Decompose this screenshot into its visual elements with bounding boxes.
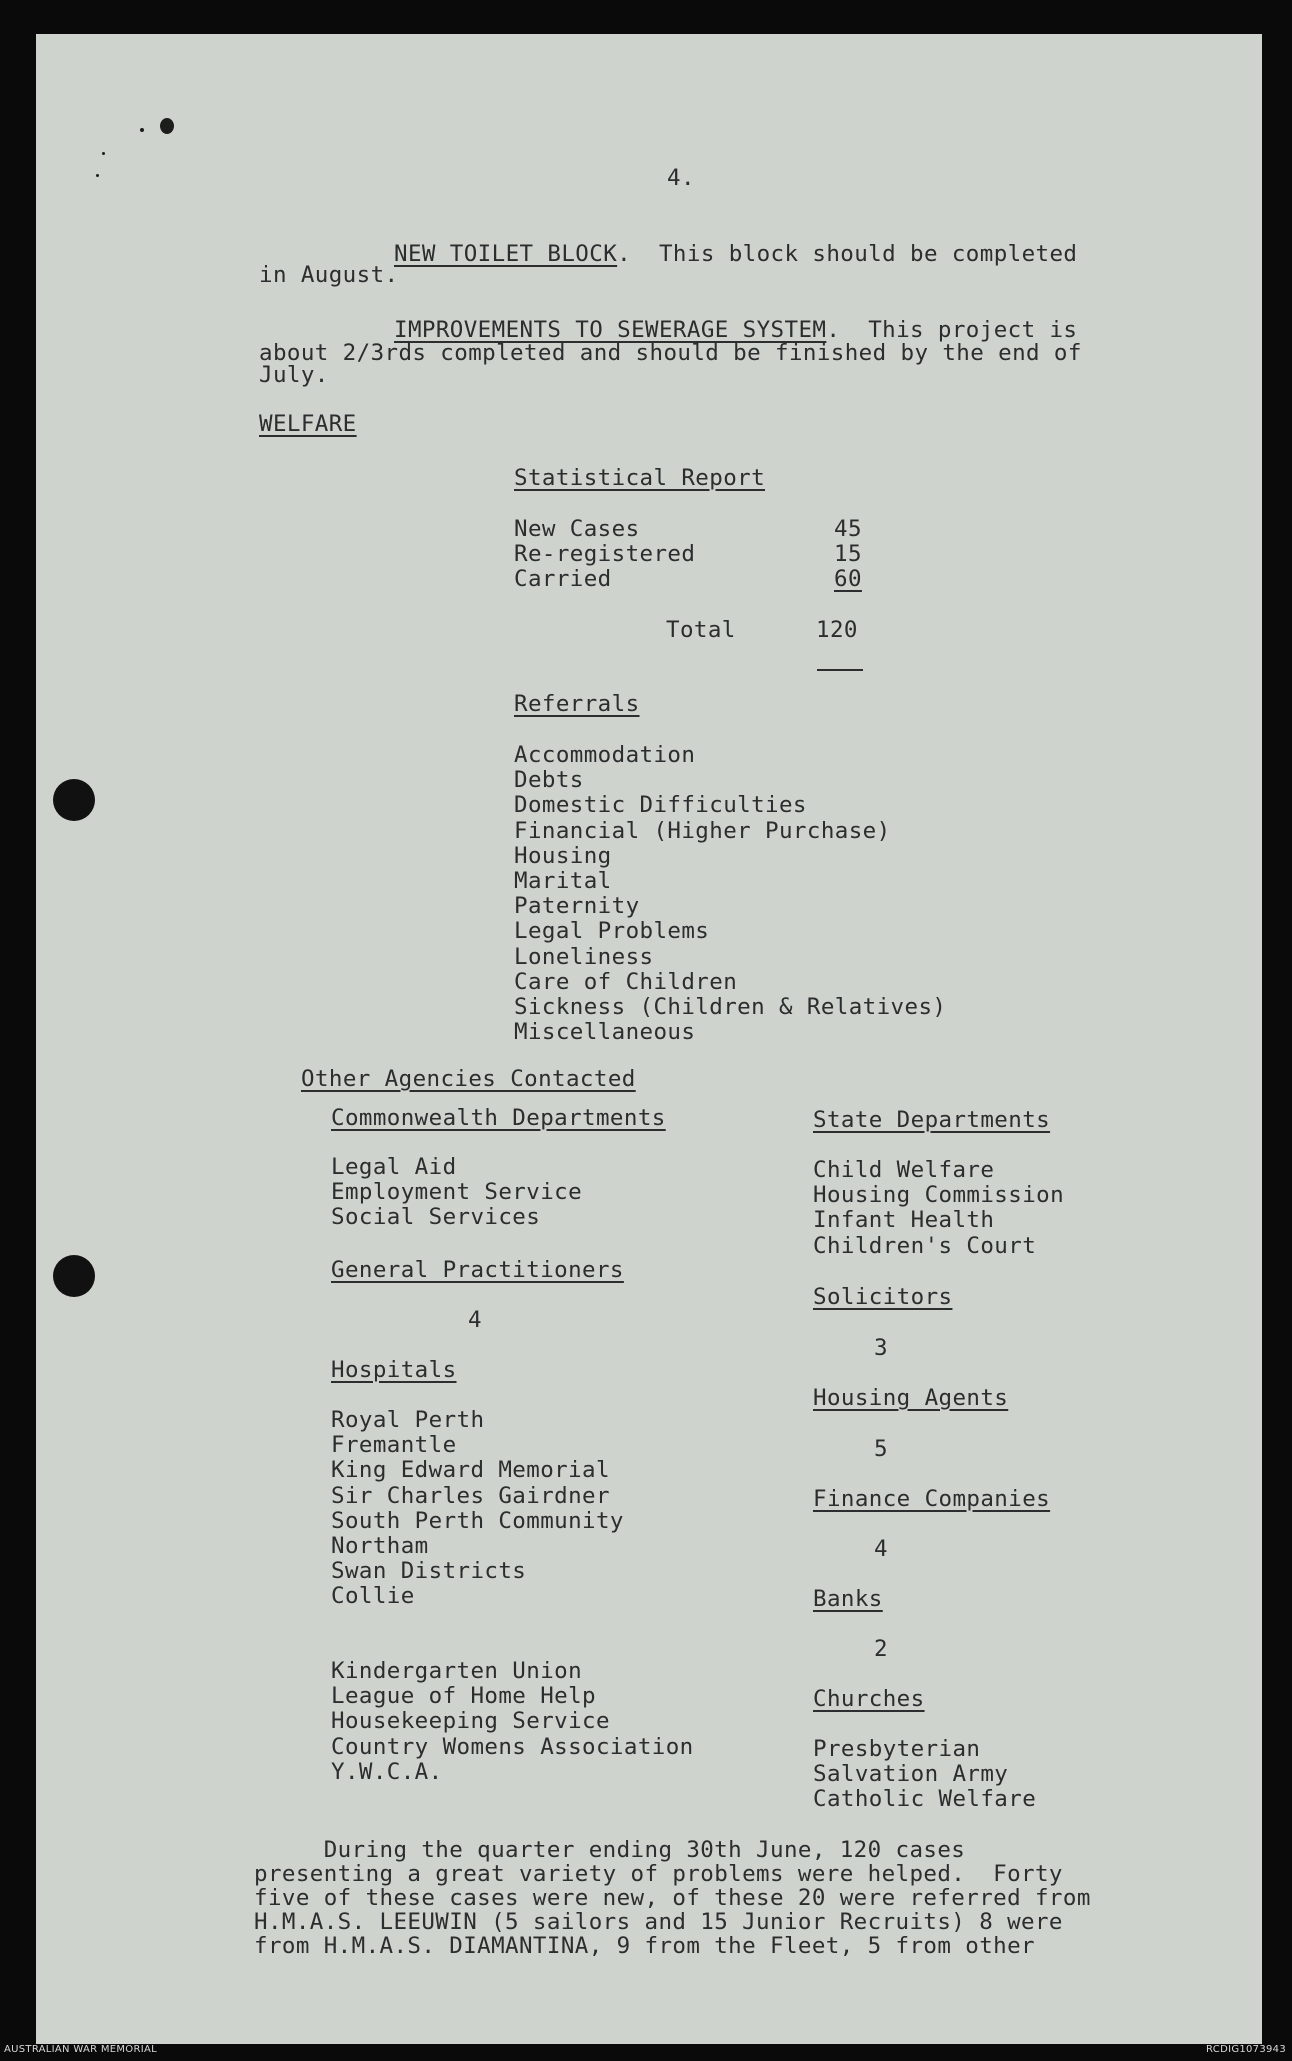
churches-list [813, 1737, 1036, 1813]
list-item: Debts [514, 767, 584, 794]
list-item: Marital [514, 868, 612, 895]
page-number: 4. [667, 165, 695, 191]
list-item: Presbyterian [813, 1736, 981, 1762]
list-item: Loneliness [514, 943, 654, 970]
welfare-heading: WELFARE [259, 411, 357, 437]
list-item: King Edward Memorial [331, 1457, 610, 1484]
stat-label-reregistered: Re-registered [514, 541, 696, 567]
stat-total-label: Total [666, 617, 736, 643]
list-item: Employment Service [331, 1179, 583, 1206]
finance-companies-heading: Finance Companies [813, 1486, 1051, 1512]
ink-speck [96, 174, 99, 177]
stat-label-carried: Carried [514, 566, 612, 592]
footer-archive-name: AUSTRALIAN WAR MEMORIAL [4, 2044, 157, 2055]
hospitals-heading: Hospitals [331, 1357, 457, 1383]
stat-label-new: New Cases [514, 516, 640, 542]
list-item: Fremantle [331, 1432, 457, 1459]
list-item: Accommodation [514, 742, 696, 768]
list-item: Royal Perth [331, 1407, 485, 1433]
punch-hole-lower [53, 1255, 95, 1297]
state-list [813, 1158, 1064, 1259]
stat-value-reregistered: 15 [834, 541, 862, 567]
list-item: Domestic Difficulties [514, 792, 807, 819]
list-item: Northam [331, 1533, 429, 1560]
list-item: Legal Aid [331, 1154, 457, 1180]
list-item: Miscellaneous [514, 1019, 696, 1046]
stat-value-carried: 60 [834, 566, 862, 592]
solicitors-count: 3 [874, 1335, 888, 1361]
agencies-heading: Other Agencies Contacted [301, 1066, 636, 1092]
gp-heading: General Practitioners [331, 1257, 624, 1283]
churches-heading: Churches [813, 1686, 925, 1712]
list-item: Care of Children [514, 968, 738, 995]
banks-heading: Banks [813, 1586, 883, 1612]
punch-hole-upper [53, 779, 95, 821]
referrals-list [514, 743, 946, 1045]
list-item: Y.W.C.A. [331, 1758, 443, 1785]
footer-record-id: RCDIG1073943 [1206, 2044, 1286, 2055]
list-item: Children's Court [813, 1232, 1037, 1259]
list-item: Child Welfare [813, 1157, 995, 1183]
list-item: Sir Charles Gairdner [331, 1482, 610, 1509]
ink-spot [160, 118, 174, 134]
list-item: Housing Commission [813, 1182, 1065, 1209]
list-item: Kindergarten Union [331, 1658, 583, 1684]
list-item: South Perth Community [331, 1507, 624, 1534]
other-agencies-list [331, 1659, 694, 1785]
hospitals-list [331, 1408, 624, 1610]
solicitors-heading: Solicitors [813, 1284, 953, 1310]
list-item: League of Home Help [331, 1683, 596, 1710]
list-item: Swan Districts [331, 1558, 527, 1585]
total-double-rule [817, 669, 863, 671]
list-item: Legal Problems [514, 918, 710, 945]
state-heading: State Departments [813, 1107, 1051, 1133]
toilet-line-1: NEW TOILET BLOCK. This block should be completed [394, 241, 1078, 267]
sewerage-heading: IMPROVEMENTS TO SEWERAGE SYSTEM [394, 317, 827, 343]
stat-value-new: 45 [834, 516, 862, 542]
list-item: Infant Health [813, 1207, 995, 1234]
finance-companies-count: 4 [874, 1536, 888, 1562]
ink-speck [140, 128, 144, 132]
list-item: Housekeeping Service [331, 1708, 610, 1735]
closing-line-5: from H.M.A.S. DIAMANTINA, 9 from the Fleet, 5 from other [254, 1933, 1035, 1959]
gp-count: 4 [468, 1307, 482, 1333]
list-item: Social Services [331, 1204, 541, 1231]
closing-line-1: During the quarter ending 30th June, 120 cases [254, 1837, 966, 1863]
closing-line-3: five of these cases were new, of these 20 were referred from [254, 1885, 1091, 1911]
sewerage-line-3: July. [259, 362, 329, 388]
banks-count: 2 [874, 1636, 888, 1662]
list-item: Salvation Army [813, 1761, 1009, 1788]
ink-speck [102, 152, 105, 155]
stat-total-value: 120 [816, 617, 858, 643]
housing-agents-heading: Housing Agents [813, 1385, 1009, 1411]
commonwealth-list [331, 1155, 582, 1231]
toilet-heading: NEW TOILET BLOCK [394, 241, 618, 267]
list-item: Sickness (Children & Relatives) [514, 994, 947, 1021]
closing-line-2: presenting a great variety of problems were helped. Forty [254, 1861, 1063, 1887]
list-item: Housing [514, 842, 612, 869]
list-item: Catholic Welfare [813, 1786, 1037, 1813]
housing-agents-count: 5 [874, 1436, 888, 1462]
sewerage-line-2: about 2/3rds completed and should be finished by the end of [259, 340, 1082, 366]
toilet-line-2: in August. [259, 262, 399, 288]
list-item: Collie [331, 1583, 415, 1610]
sewerage-line-1: IMPROVEMENTS TO SEWERAGE SYSTEM. This project is [394, 317, 1078, 343]
closing-line-4: H.M.A.S. LEEUWIN (5 sailors and 15 Junior Recruits) 8 were [254, 1909, 1063, 1935]
statistical-report-heading: Statistical Report [514, 465, 766, 491]
list-item: Paternity [514, 893, 640, 920]
referrals-heading: Referrals [514, 691, 640, 717]
commonwealth-heading: Commonwealth Departments [331, 1105, 666, 1131]
list-item: Financial (Higher Purchase) [514, 817, 891, 844]
list-item: Country Womens Association [331, 1733, 694, 1760]
